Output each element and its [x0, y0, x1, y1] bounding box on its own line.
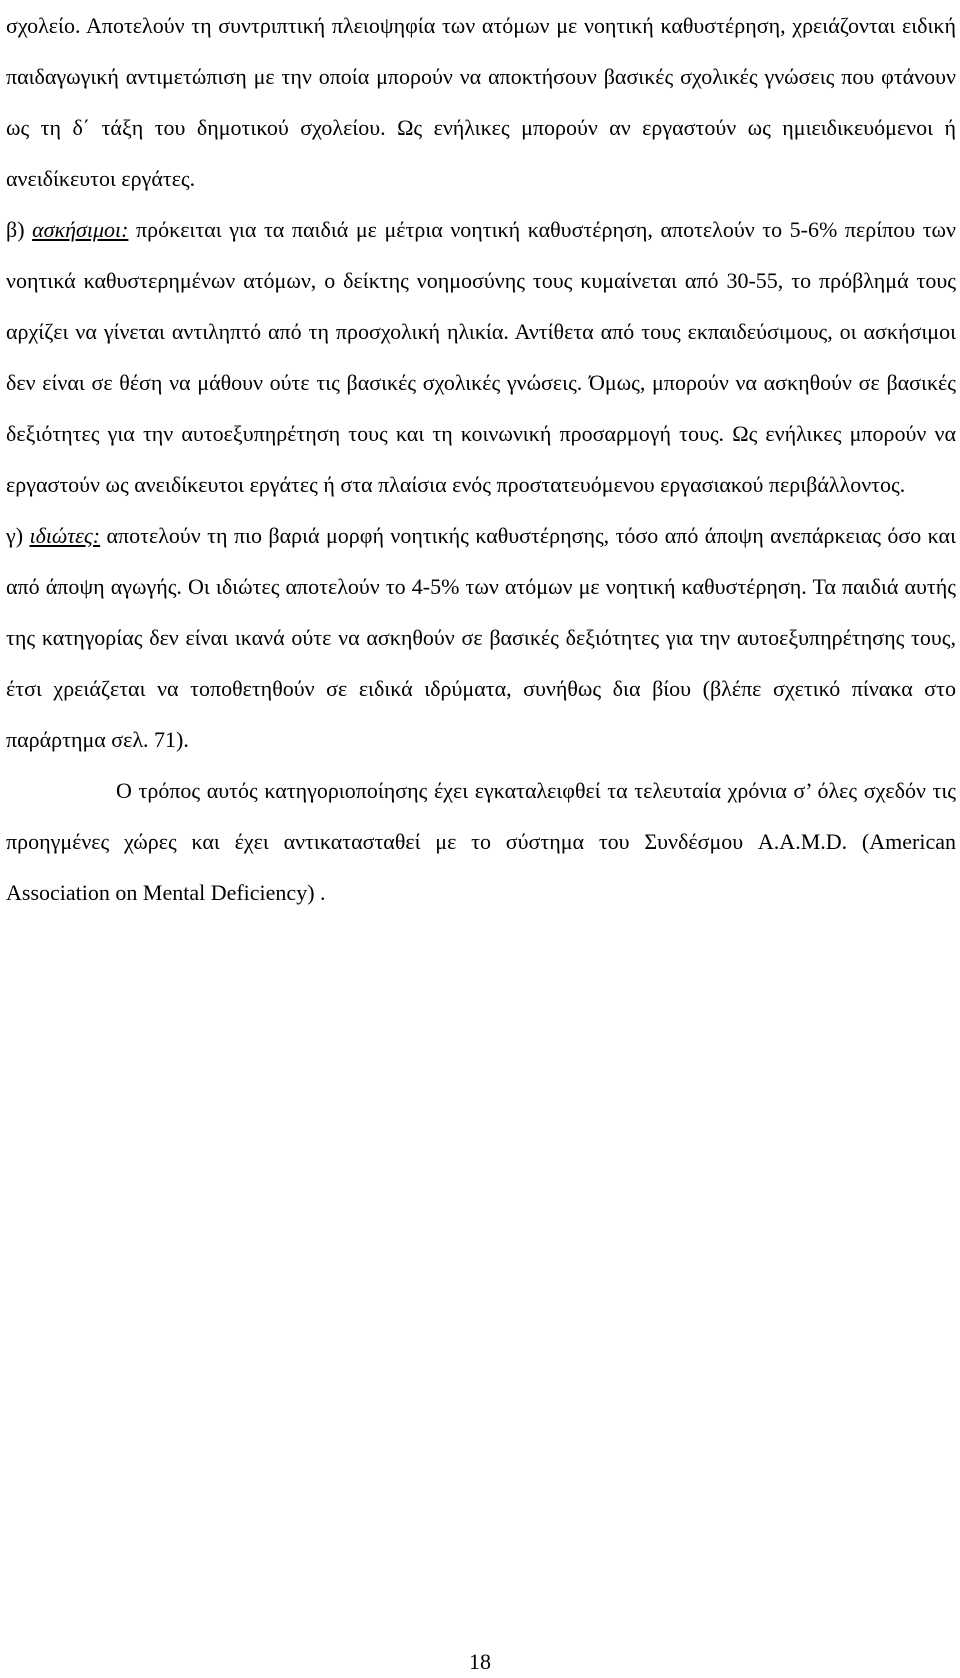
- paragraph-custodial: [6, 510, 956, 765]
- page-number: 18: [469, 1649, 491, 1674]
- paragraph-trainable: [6, 204, 956, 510]
- document-body: [6, 0, 956, 918]
- paragraph-prefix: γ): [6, 523, 30, 548]
- paragraph-prefix: β): [6, 217, 33, 242]
- paragraph-text: πρόκειται για τα παιδιά με μέτρια νοητική καθυστέρηση, αποτελούν το 5-6% περίπου των νοητικά καθυστερημένων ατόμων, ο δείκτης νοημοσύνης τους κυμαίνεται από 30-55, το πρόβλημά τους αρχίζει να γίνεται αντιληπτό από τη προσχολική ηλικία. Αντίθετα από τους εκπαιδεύσιμους, οι ασκήσιμοι δεν είναι σε θέση να μάθουν ούτε τις βασικές σχολικές γνώσεις. Όμως, μπορούν να ασκηθούν σε βασικές δεξιότητες για την αυτοεξυπηρέτηση τους και τη κοινωνική προσαρμογή τους. Ως ενήλικες μπορούν να εργαστούν ως ανειδίκευτοι εργάτες ή στα πλαίσια ενός προστατευόμενου εργασιακού περιβάλλοντος.: [6, 217, 956, 497]
- paragraph-educable-continuation: σχολείο. Αποτελούν τη συντριπτική πλειοψηφία των ατόμων με νοητική καθυστέρηση, χρειάζονται ειδική παιδαγωγική αντιμετώπιση με την οποία μπορούν να αποκτήσουν βασικές σχολικές γνώσεις που φτάνουν ως τη δ΄ τάξη του δημοτικού σχολείου. Ως ενήλικες μπορούν αν εργαστούν ως ημιειδικευόμενοι ή ανειδίκευτοι εργάτες.: [6, 13, 956, 191]
- paragraph-classification-replaced: Ο τρόπος αυτός κατηγοριοποίησης έχει εγκαταλειφθεί τα τελευταία χρόνια σ’ όλες σχεδόν τις προηγμένες χώρες και έχει αντικατασταθεί με το σύστημα του Συνδέσμου A.A.M.D. (American Association on Mental Deficiency) .: [6, 778, 956, 905]
- term-custodial: ιδιώτες:: [29, 523, 101, 548]
- term-trainable: ασκήσιμοι:: [32, 217, 129, 242]
- paragraph-text: αποτελούν τη πιο βαριά μορφή νοητικής καθυστέρησης, τόσο από άποψη ανεπάρκειας όσο και από άποψη αγωγής. Οι ιδιώτες αποτελούν το 4-5% των ατόμων με νοητική καθυστέρηση. Τα παιδιά αυτής της κατηγορίας δεν είναι ικανά ούτε να ασκηθούν σε βασικές δεξιότητες για την αυτοεξυπηρέτησης τους, έτσι χρειάζεται να τοποθετηθούν σε ειδικά ιδρύματα, συνήθως δια βίου (βλέπε σχετικό πίνακα στο παράρτημα σελ. 71).: [6, 523, 956, 752]
